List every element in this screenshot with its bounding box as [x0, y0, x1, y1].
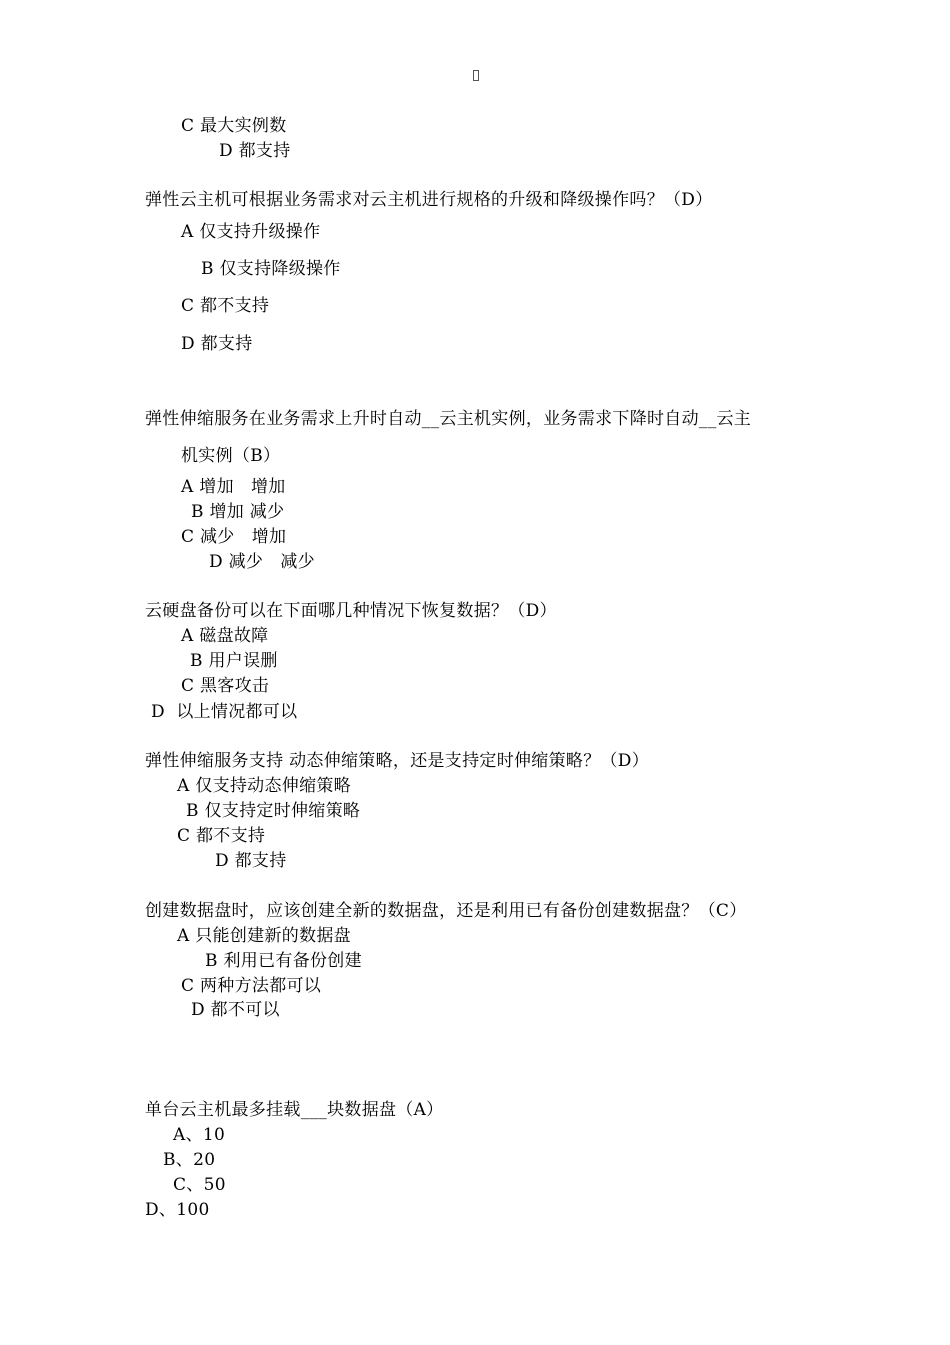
question-3-option-d: D 以上情况都可以 [151, 702, 298, 722]
question-4-option-b: B 仅支持定时伸缩策略 [186, 801, 361, 821]
question-2-option-a: A 增加 增加 [181, 477, 286, 497]
question-4-option-c: C 都不支持 [177, 826, 266, 846]
question-6-option-d: D、100 [145, 1200, 210, 1220]
question-5-option-b: B 利用已有备份创建 [205, 951, 362, 971]
question-1-option-d: D 都支持 [181, 334, 253, 354]
question-4-option-a: A 仅支持动态伸缩策略 [177, 776, 351, 796]
question-3-option-a: A 磁盘故障 [181, 626, 269, 646]
question-1-option-a: A 仅支持升级操作 [181, 222, 321, 242]
question-2-option-d: D 减少 减少 [209, 552, 315, 572]
question-2-option-b: B 增加 减少 [191, 502, 285, 522]
header-glyph-icon [473, 70, 479, 81]
question-5-option-c: C 两种方法都可以 [181, 976, 322, 996]
question-4-text: 弹性伸缩服务支持 动态伸缩策略，还是支持定时伸缩策略？（D） [145, 751, 650, 771]
question-6-text: 单台云主机最多挂载___块数据盘（A） [145, 1100, 444, 1120]
question-2-text-line1: 弹性伸缩服务在业务需求上升时自动__云主机实例，业务需求下降时自动__云主 [145, 409, 752, 429]
question-5-text: 创建数据盘时，应该创建全新的数据盘，还是利用已有备份创建数据盘？（C） [145, 901, 747, 921]
carryover-option-c: C 最大实例数 [181, 116, 287, 136]
question-1-text: 弹性云主机可根据业务需求对云主机进行规格的升级和降级操作吗？（D） [145, 190, 713, 210]
question-2-option-c: C 减少 增加 [181, 527, 287, 547]
question-3-text: 云硬盘备份可以在下面哪几种情况下恢复数据？（D） [145, 601, 557, 621]
carryover-option-d: D 都支持 [219, 141, 291, 161]
question-1-option-c: C 都不支持 [181, 296, 270, 316]
question-6-option-a: A、10 [173, 1125, 226, 1145]
question-6-option-b: B、20 [163, 1150, 216, 1170]
question-5-option-d: D 都不可以 [191, 1000, 280, 1020]
question-3-option-c: C 黑客攻击 [181, 676, 270, 696]
question-2-text-line2: 机实例（B） [181, 446, 281, 466]
question-4-option-d: D 都支持 [215, 851, 287, 871]
question-6-option-c: C、50 [173, 1175, 226, 1195]
question-3-option-b: B 用户误删 [190, 651, 278, 671]
question-5-option-a: A 只能创建新的数据盘 [177, 926, 351, 946]
question-1-option-b: B 仅支持降级操作 [201, 259, 341, 279]
